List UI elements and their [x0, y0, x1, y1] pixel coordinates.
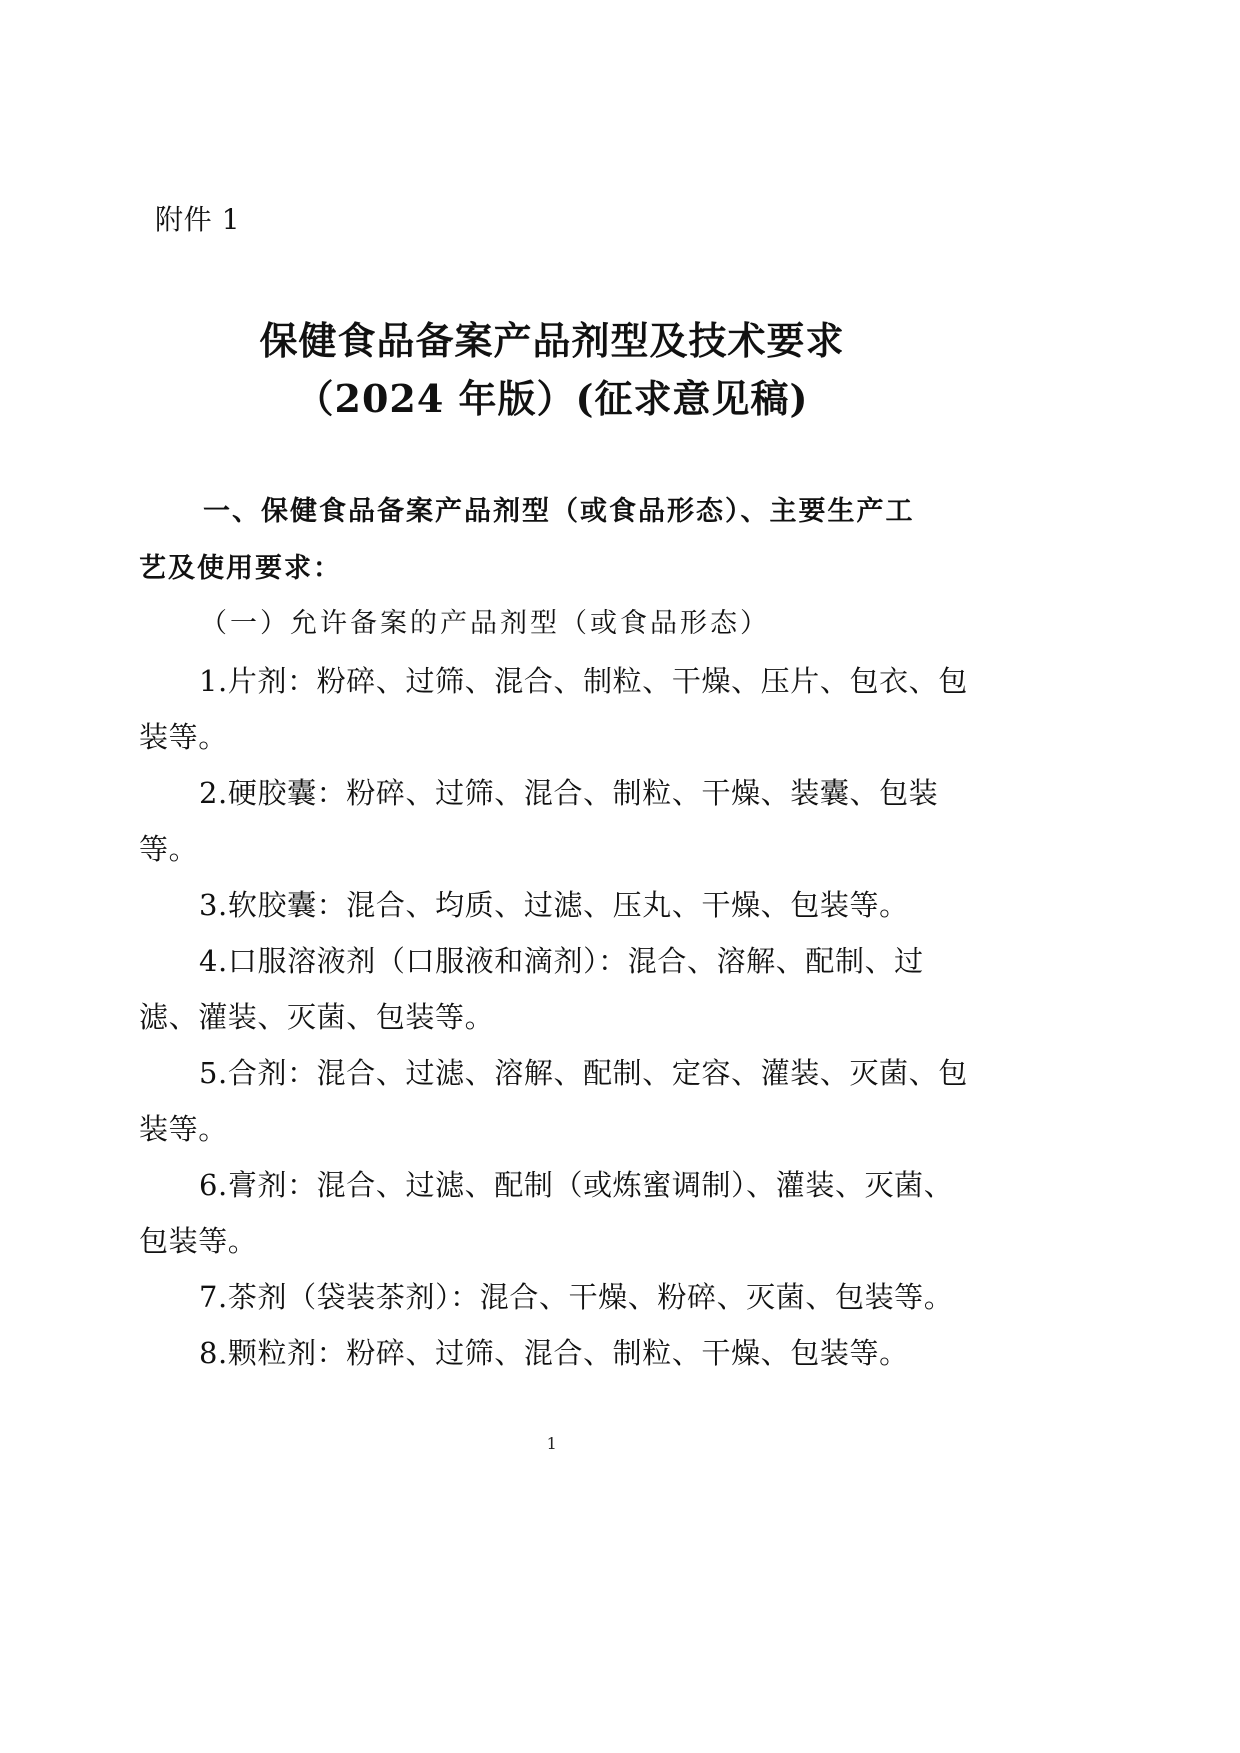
list-item-5-line2: 装等。 [139, 1112, 228, 1146]
section-heading-line1: 一、保健食品备案产品剂型（或食品形态）、主要生产工 [203, 496, 915, 527]
list-item-3-line1: 3.软胶囊：混合、均质、过滤、压丸、干燥、包装等。 [199, 888, 909, 922]
section-heading-line2: 艺及使用要求： [139, 553, 342, 584]
list-item-8-line1: 8.颗粒剂：粉碎、过筛、混合、制粒、干燥、包装等。 [199, 1336, 909, 1370]
document-title-line1: 保健食品备案产品剂型及技术要求 [259, 318, 845, 363]
list-item-2-line1: 2.硬胶囊：粉碎、过筛、混合、制粒、干燥、装囊、包装 [199, 776, 939, 810]
attachment-label: 附件 1 [155, 203, 241, 236]
page-number: 1 [546, 1434, 558, 1453]
list-item-4-line2: 滤、灌装、灭菌、包装等。 [139, 1000, 495, 1034]
list-item-7-line1: 7.茶剂（袋装茶剂）：混合、干燥、粉碎、灭菌、包装等。 [199, 1280, 954, 1314]
list-item-6-line1: 6.膏剂：混合、过滤、配制（或炼蜜调制）、灌装、灭菌、 [199, 1168, 954, 1202]
list-item-5-line1: 5.合剂：混合、过滤、溶解、配制、定容、灌装、灭菌、包 [199, 1056, 968, 1090]
list-item-2-line2: 等。 [139, 832, 199, 866]
list-item-4-line1: 4.口服溶液剂（口服液和滴剂）：混合、溶解、配制、过 [199, 944, 924, 978]
list-item-1-line2: 装等。 [139, 720, 228, 754]
document-title-line2: （2024 年版）(征求意见稿) [295, 376, 809, 421]
list-item-1-line1: 1.片剂：粉碎、过筛、混合、制粒、干燥、压片、包衣、包 [199, 664, 968, 698]
list-item-6-line2: 包装等。 [139, 1224, 258, 1258]
subsection-heading: （一）允许备案的产品剂型（或食品形态） [200, 608, 770, 639]
